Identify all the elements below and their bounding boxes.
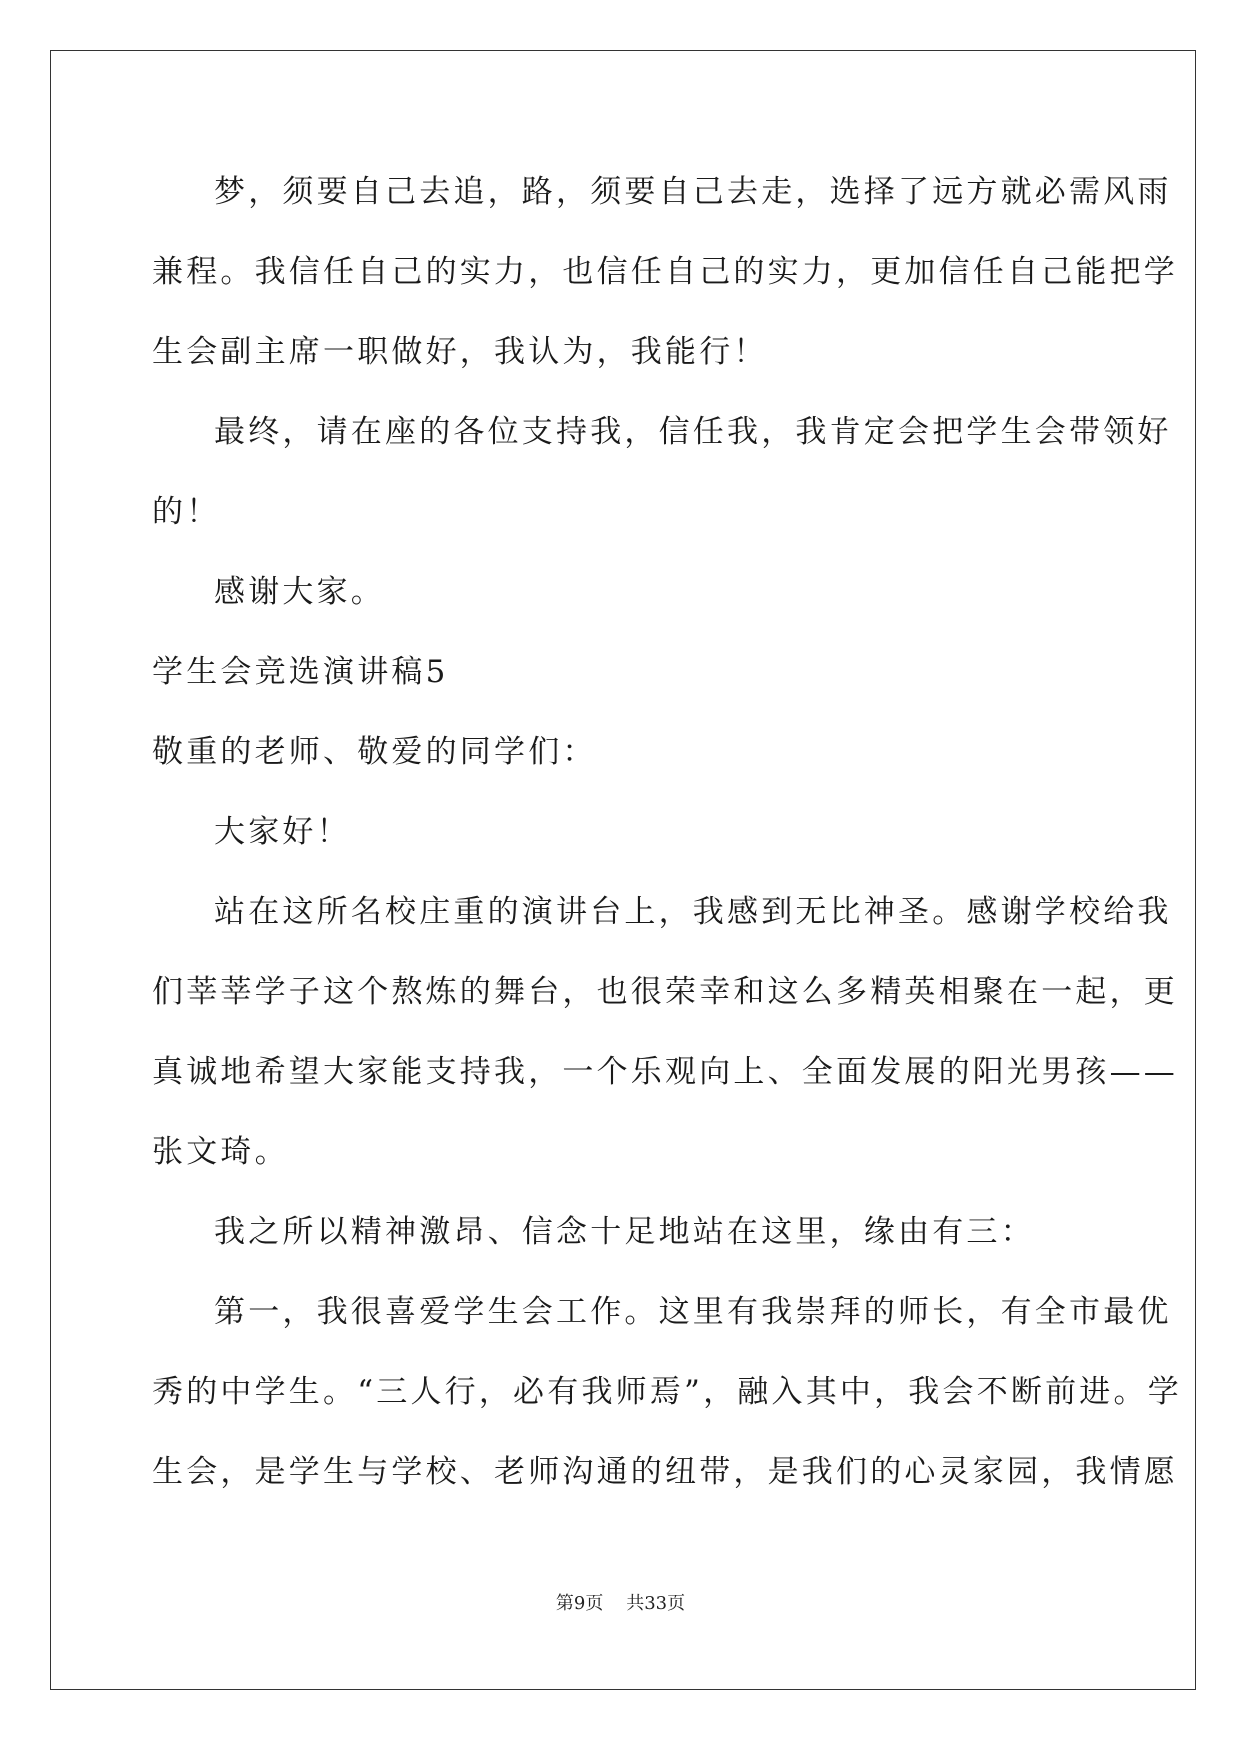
total-pages-number: 33 bbox=[644, 1593, 668, 1614]
paragraph-line: 的！ bbox=[152, 494, 221, 530]
paragraph-line: 张文琦。 bbox=[152, 1134, 289, 1170]
paragraph-line: 我之所以精神激昂、信念十足地站在这里，缘由有三： bbox=[214, 1214, 1035, 1250]
paragraph-line: 秀的中学生。“三人行，必有我师焉”，融入其中，我会不断前进。学 bbox=[152, 1374, 1182, 1410]
page-label-suffix: 页 bbox=[585, 1593, 604, 1614]
paragraph-line: 第一，我很喜爱学生会工作。这里有我崇拜的师长，有全市最优 bbox=[214, 1294, 1172, 1330]
paragraph-line: 最终，请在座的各位支持我，信任我，我肯定会把学生会带领好 bbox=[214, 414, 1172, 450]
paragraph-line: 生会，是学生与学校、老师沟通的纽带，是我们的心灵家园，我情愿 bbox=[152, 1454, 1178, 1490]
total-label-prefix: 共 bbox=[626, 1593, 645, 1614]
paragraph-line: 兼程。我信任自己的实力，也信任自己的实力，更加信任自己能把学 bbox=[152, 254, 1178, 290]
paragraph-line: 们莘莘学子这个熬炼的舞台，也很荣幸和这么多精英相聚在一起，更 bbox=[152, 974, 1178, 1010]
paragraph-line: 真诚地希望大家能支持我，一个乐观向上、全面发展的阳光男孩—— bbox=[152, 1054, 1178, 1090]
page-footer bbox=[0, 1592, 1241, 1616]
paragraph-line: 生会副主席一职做好，我认为，我能行！ bbox=[152, 334, 768, 370]
page-label-prefix: 第 bbox=[555, 1593, 574, 1614]
page-border bbox=[50, 50, 1196, 1690]
section-heading: 学生会竞选演讲稿5 bbox=[152, 654, 449, 690]
paragraph-line: 站在这所名校庄重的演讲台上，我感到无比神圣。感谢学校给我 bbox=[214, 894, 1172, 930]
greeting: 大家好！ bbox=[214, 814, 351, 850]
salutation: 敬重的老师、敬爱的同学们： bbox=[152, 734, 597, 770]
paragraph-line: 梦，须要自己去追，路，须要自己去走，选择了远方就必需风雨 bbox=[214, 174, 1172, 210]
current-page-number: 9 bbox=[573, 1593, 586, 1614]
paragraph-line: 感谢大家。 bbox=[214, 574, 385, 610]
total-label-suffix: 页 bbox=[667, 1593, 686, 1614]
